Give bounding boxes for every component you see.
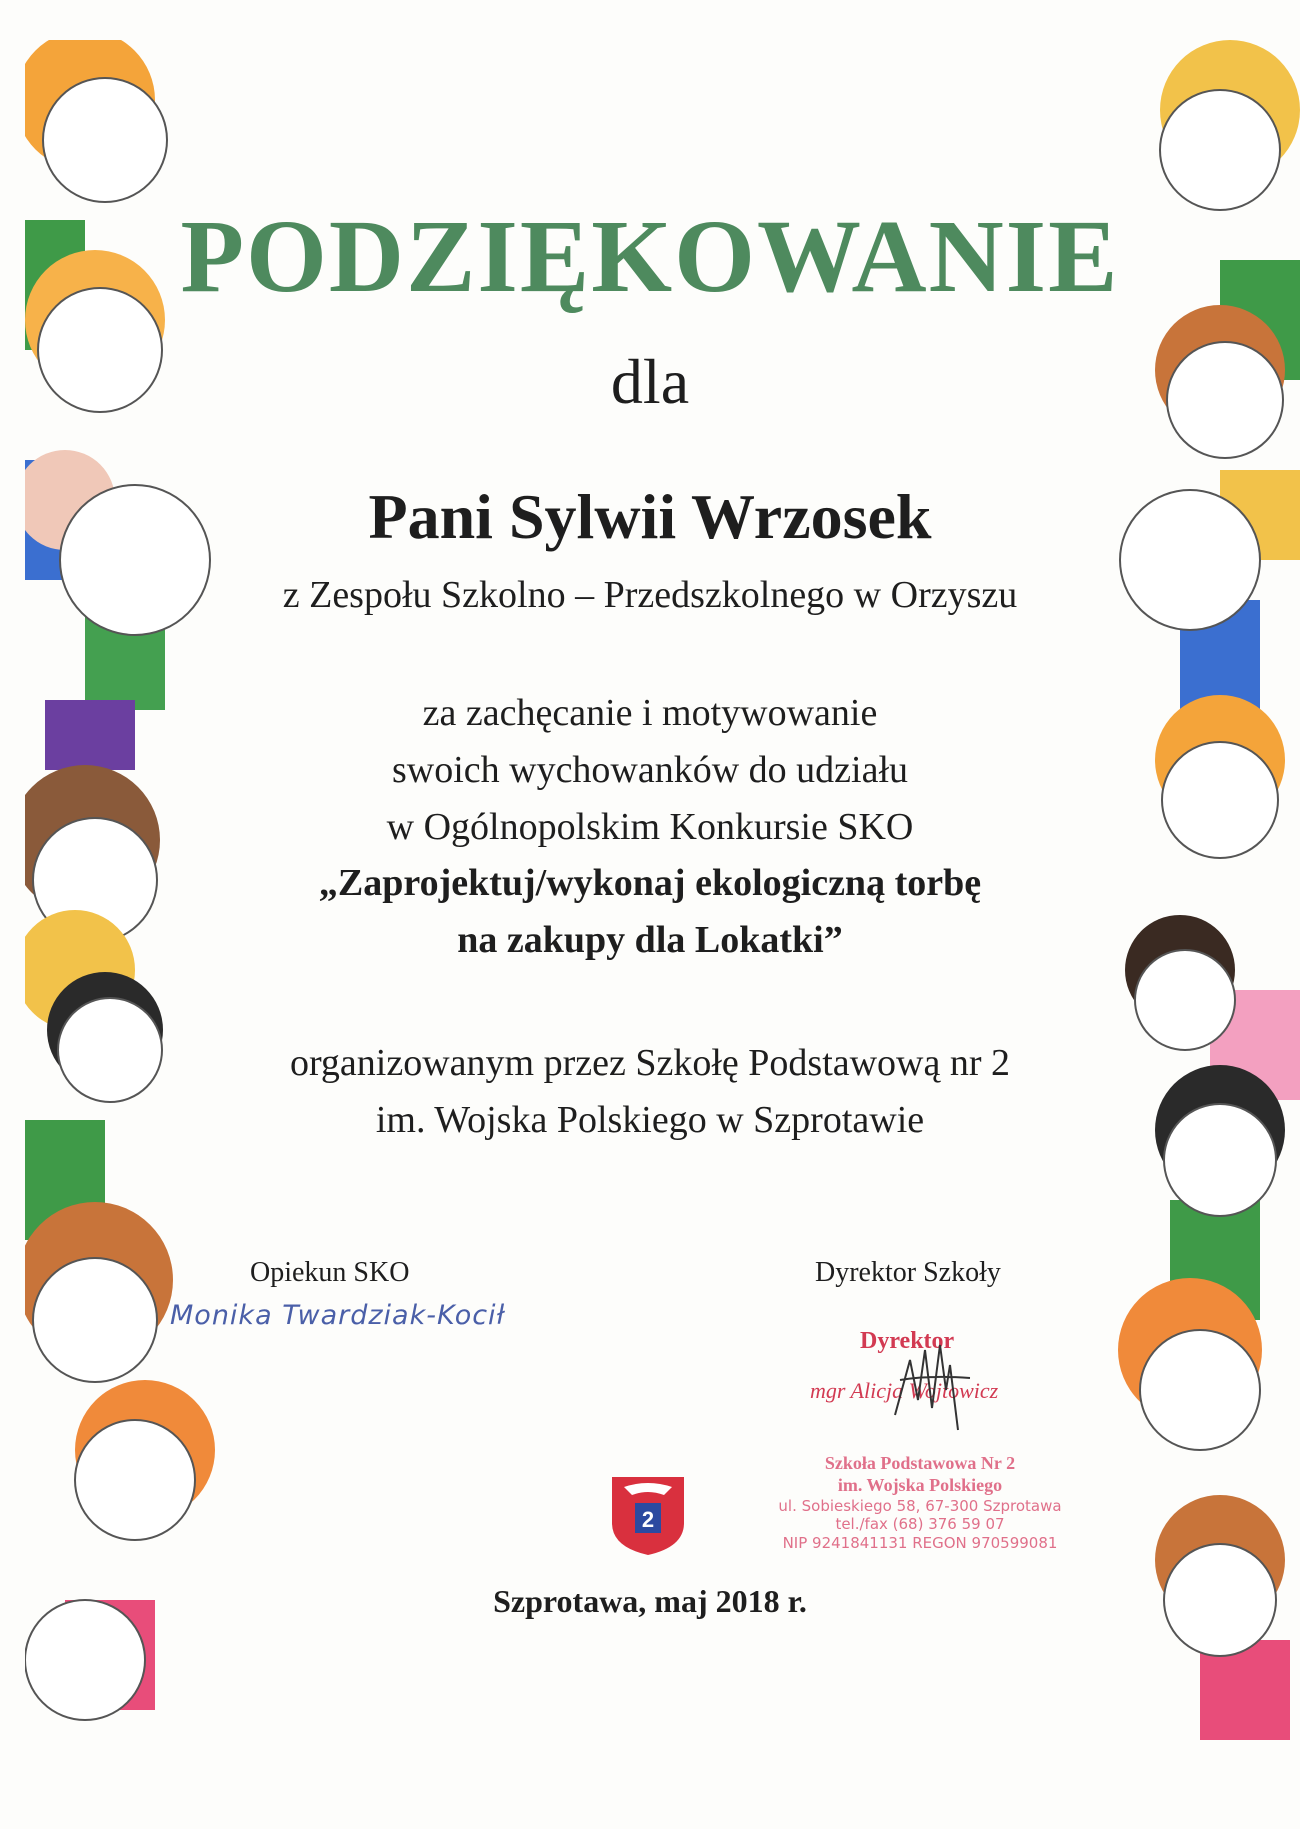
certificate-title: PODZIĘKOWANIE — [180, 199, 1120, 314]
organizer-line: im. Wojska Polskiego w Szprotawie — [375, 1099, 925, 1141]
recipient-school: z Zespołu Szkolno – Przedszkolnego w Orzyszu — [282, 574, 1018, 616]
sko-guardian-label: Opiekun SKO — [250, 1257, 410, 1288]
director-stamp — [800, 1320, 1060, 1440]
contest-title — [200, 855, 1100, 969]
stamp-tax-ids: NIP 9241841131 REGON 970599081 — [782, 1533, 1058, 1552]
director-stamp-name: mgr Alicja Wojtowicz — [810, 1378, 999, 1403]
reason-text — [200, 685, 1100, 856]
recipient-name: Pani Sylwii Wrzosek — [368, 481, 932, 552]
director-stamp-role: Dyrektor — [860, 1328, 955, 1354]
for-label: dla — [610, 346, 690, 417]
reason-line: w Ogólnopolskim Konkursie SKO — [386, 806, 914, 848]
reason-line: swoich wychowanków do udziału — [391, 749, 909, 791]
school-stamp — [740, 1453, 1100, 1552]
school-logo — [608, 1473, 688, 1557]
place-and-date: Szprotawa, maj 2018 r. — [493, 1583, 807, 1619]
stamp-school-name: Szkoła Podstawowa Nr 2 — [824, 1453, 1016, 1473]
stamp-address: ul. Sobieskiego 58, 67-300 Szprotawa — [778, 1496, 1062, 1515]
director-label: Dyrektor Szkoły — [815, 1257, 1001, 1288]
organizer-line: organizowanym przez Szkołę Podstawową nr 2 — [289, 1042, 1011, 1084]
sko-guardian-signature: Monika Twardziak-Kocił — [170, 1300, 506, 1331]
logo-number: 2 — [641, 1507, 655, 1532]
director-signature-scribble — [800, 1320, 1060, 1440]
contest-line: na zakupy dla Lokatki” — [457, 919, 843, 961]
organizer-text — [200, 1035, 1100, 1149]
stamp-school-patron: im. Wojska Polskiego — [837, 1474, 1003, 1495]
reason-line: za zachęcanie i motywowanie — [422, 692, 878, 734]
contest-line: „Zaprojektuj/wykonaj ekologiczną torbę — [318, 862, 982, 904]
stamp-phone: tel./fax (68) 376 59 07 — [835, 1515, 1005, 1534]
